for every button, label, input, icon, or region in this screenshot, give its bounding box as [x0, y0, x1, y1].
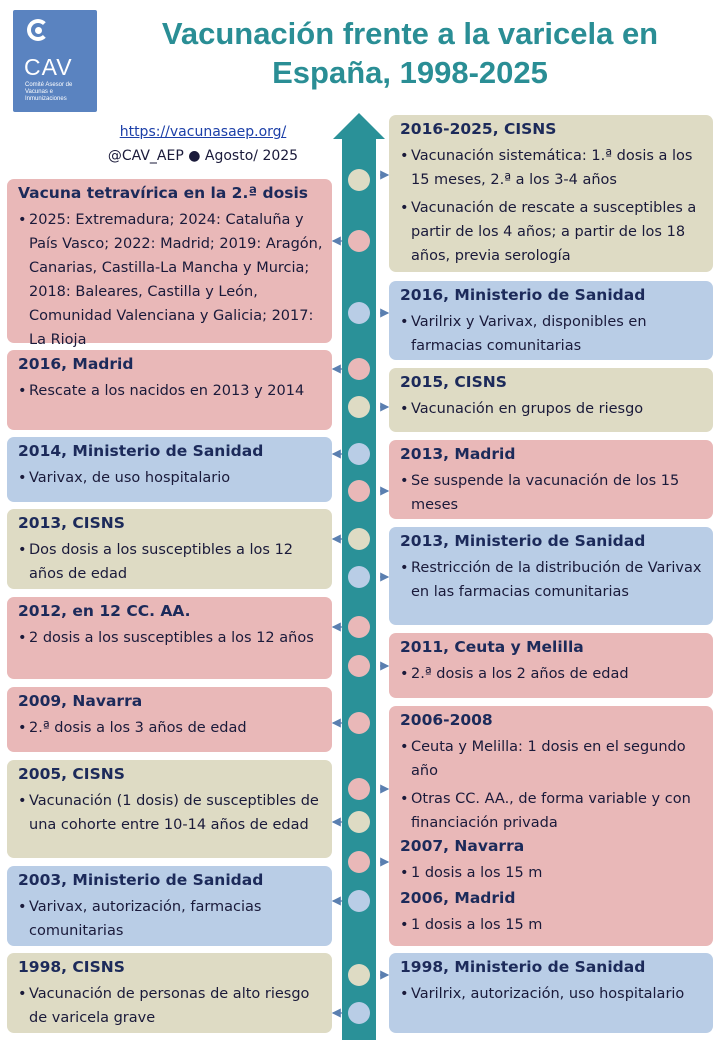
- event-title: 2015, CISNS: [400, 373, 507, 391]
- event-right-7: [389, 953, 713, 1033]
- timeline-marker: [348, 396, 370, 418]
- event-title: 2012, en 12 CC. AA.: [18, 602, 191, 620]
- logo-full-name: Comité Asesor de Vacunas e Inmunizaciones: [25, 82, 73, 102]
- timeline-marker: [348, 964, 370, 986]
- timeline-marker: [348, 1002, 370, 1024]
- website-link[interactable]: https://vacunasaep.org/: [119, 124, 287, 140]
- event-item: • 2.ª dosis a los 2 años de edad: [400, 662, 705, 686]
- event-item: • Restricción de la distribución de Varivax en las farmacias comunitarias: [400, 556, 705, 604]
- event-item: • Otras CC. AA., de forma variable y con financiación privada: [400, 787, 705, 835]
- event-left-1: [7, 350, 332, 430]
- event-item: • Varilrix, autorización, uso hospitalario: [400, 982, 705, 1006]
- event-title: 2016, Ministerio de Sanidad: [400, 286, 646, 304]
- timeline-marker: [348, 169, 370, 191]
- timeline-marker: [348, 851, 370, 873]
- event-item: • Vacunación (1 dosis) de susceptibles de una cohorte entre 10-14 años de edad: [18, 789, 324, 837]
- event-left-4: [7, 597, 332, 679]
- timeline-marker: [348, 712, 370, 734]
- timeline-marker: [348, 358, 370, 380]
- event-left-7: [7, 866, 332, 946]
- event-right-2: [389, 368, 713, 432]
- event-item: • Dos dosis a los susceptibles a los 12 años de edad: [18, 538, 324, 586]
- event-title: 2006-2008: [400, 711, 493, 729]
- event-right-3: [389, 440, 713, 519]
- event-item: • Varivax, autorización, farmacias comunitarias: [18, 895, 324, 943]
- timeline-marker: [348, 302, 370, 324]
- event-title: 2005, CISNS: [18, 765, 125, 783]
- event-title: 2013, Madrid: [400, 445, 516, 463]
- timeline-marker: [348, 616, 370, 638]
- timeline-marker: [348, 443, 370, 465]
- event-item: • 1 dosis a los 15 m: [400, 861, 705, 885]
- event-item: • Rescate a los nacidos en 2013 y 2014: [18, 379, 324, 403]
- event-right-0: [389, 115, 713, 272]
- event-item: • 2025: Extremadura; 2024: Cataluña y País Vasco; 2022: Madrid; 2019: Aragón, Canarias, Castilla-La Mancha y Murcia; 2018: Baleares, Castilla y León, Comunidad Valenciana y Galicia; 2017: La Rioja: [18, 208, 324, 352]
- event-title: 1998, Ministerio de Sanidad: [400, 958, 646, 976]
- event-right-4: [389, 527, 713, 625]
- event-title: 2009, Navarra: [18, 692, 143, 710]
- event-left-3: [7, 509, 332, 589]
- event-item: • Varilrix y Varivax, disponibles en farmacias comunitarias: [400, 310, 705, 358]
- timeline-marker: [348, 528, 370, 550]
- event-subtitle: 2006, Madrid: [400, 889, 516, 907]
- timeline-arrowhead-icon: [333, 113, 385, 139]
- event-title: 2013, CISNS: [18, 514, 125, 532]
- timeline-marker: [348, 890, 370, 912]
- event-item: • Varivax, de uso hospitalario: [18, 466, 324, 490]
- event-right-1: [389, 281, 713, 360]
- event-right-5: [389, 633, 713, 698]
- event-item: • Se suspende la vacunación de los 15 meses: [400, 469, 705, 517]
- event-item: • 2.ª dosis a los 3 años de edad: [18, 716, 324, 740]
- timeline-marker: [348, 566, 370, 588]
- event-item: • Vacunación de rescate a susceptibles a partir de los 4 años; a partir de los 18 años, previa serología: [400, 196, 705, 268]
- event-title: Vacuna tetravírica en la 2.ª dosis: [18, 184, 309, 202]
- event-left-0: [7, 179, 332, 348]
- event-item: • Vacunación de personas de alto riesgo de varicela grave: [18, 982, 324, 1030]
- timeline-marker: [348, 811, 370, 833]
- event-left-2: [7, 437, 332, 502]
- source-info: [90, 120, 316, 168]
- timeline-marker: [348, 778, 370, 800]
- timeline-marker: [348, 480, 370, 502]
- logo-dot-icon: [35, 27, 42, 34]
- event-title: 2016, Madrid: [18, 355, 134, 373]
- event-right-6: [389, 706, 713, 946]
- event-title: 1998, CISNS: [18, 958, 125, 976]
- event-item: • 1 dosis a los 15 m: [400, 913, 705, 937]
- event-item: • Vacunación en grupos de riesgo: [400, 397, 705, 421]
- event-left-5: [7, 687, 332, 752]
- timeline-marker: [348, 230, 370, 252]
- event-subtitle: 2007, Navarra: [400, 837, 525, 855]
- event-title: 2013, Ministerio de Sanidad: [400, 532, 646, 550]
- event-title: 2016-2025, CISNS: [400, 120, 557, 138]
- event-left-6: [7, 760, 332, 858]
- event-item: • 2 dosis a los susceptibles a los 12 años: [18, 626, 324, 650]
- logo-abbreviation: CAV: [24, 54, 73, 80]
- byline: @CAV_AEP ● Agosto/ 2025: [107, 148, 299, 164]
- event-title: 2014, Ministerio de Sanidad: [18, 442, 264, 460]
- event-title: 2003, Ministerio de Sanidad: [18, 871, 264, 889]
- event-left-8: [7, 953, 332, 1033]
- event-title: 2011, Ceuta y Melilla: [400, 638, 584, 656]
- event-item: • Vacunación sistemática: 1.ª dosis a los 15 meses, 2.ª a los 3-4 años: [400, 144, 705, 192]
- cav-logo: [13, 10, 97, 112]
- event-item: • Ceuta y Melilla: 1 dosis en el segundo año: [400, 735, 705, 783]
- page-title: Vacunación frente a la varicela en España, 1998-2025: [161, 16, 659, 90]
- timeline-marker: [348, 655, 370, 677]
